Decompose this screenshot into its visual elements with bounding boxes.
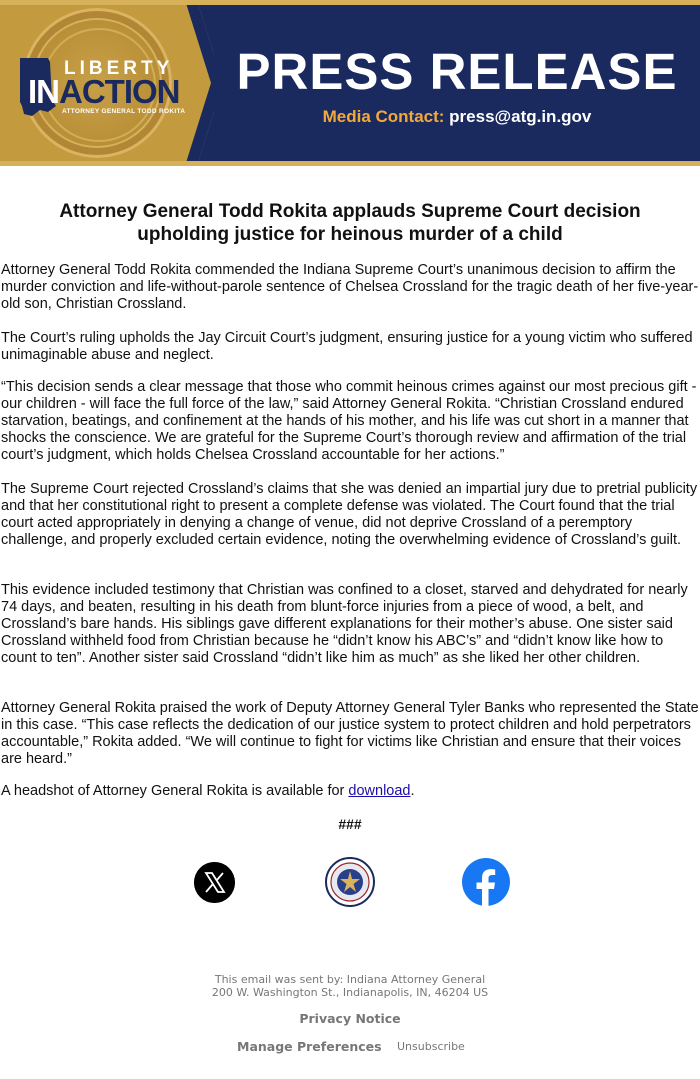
article-paragraph: Attorney General Todd Rokita commended the Indiana Supreme Court’s unanimous decision to affirm the murder conviction and life-without-parole sentence of Chelsea Crossland for the tragic death of her five-year-old son, Christian Crossland.	[1, 262, 699, 312]
manage-preferences-link[interactable]: Manage Preferences	[237, 1039, 382, 1054]
article-paragraph: The Court’s ruling upholds the Jay Circuit Court’s judgment, ensuring justice for a young victim who suffered unimaginable abuse and neglect.	[1, 330, 693, 363]
privacy-notice-link[interactable]: Privacy Notice	[299, 1011, 401, 1026]
article-paragraph: Attorney General Rokita praised the work of Deputy Attorney General Tyler Banks who represented the State in this case. “This case reflects the dedication of our justice system to protect children and hold perpetrators accountable,” Rokita added. “We will continue to fight for victims like Christian and ensure that their voices are heard.”	[1, 700, 699, 767]
press-release-banner	[0, 0, 700, 166]
press-release-title: PRESS RELEASE	[236, 43, 678, 100]
article-paragraph: This evidence included testimony that Christian was confined to a closet, starved and dehydrated for nearly 74 days, and beaten, resulting in his death from blunt-force injuries from a piece of wood, a belt, and Crossland’s bare hands. His siblings gave different explanations for their mother’s abuse. One sister said Crossland withheld food from Christian because he “didn’t know his ABC’s” and “didn’t know like how to count to ten”. Another sister said Crossland “didn’t like him as much” as she liked her other children.	[1, 582, 688, 666]
unsubscribe-link[interactable]: Unsubscribe	[397, 1040, 465, 1053]
media-contact-email: press@atg.in.gov	[449, 107, 592, 126]
footer-sent-by: This email was sent by: Indiana Attorney General	[214, 973, 486, 986]
end-of-release-mark: ###	[338, 816, 362, 832]
attorney-general-seal-icon[interactable]	[325, 857, 375, 907]
logo-subtitle: ATTORNEY GENERAL TODD ROKITA	[62, 108, 186, 115]
footer-address: 200 W. Washington St., Indianapolis, IN, 46204 US	[211, 986, 489, 999]
logo-liberty-text: LIBERTY	[64, 58, 174, 79]
headshot-paragraph: A headshot of Attorney General Rokita is available for download.	[1, 783, 415, 799]
media-contact	[214, 106, 700, 128]
download-link[interactable]: download	[348, 783, 411, 799]
article-headline: Attorney General Todd Rokita applauds Supreme Court decision upholding justice for heinous murder of a child	[59, 201, 641, 245]
article-paragraph: The Supreme Court rejected Crossland’s claims that she was denied an impartial jury due to pretrial publicity and that her constitutional right to present a complete defense was violated. The Court found that the trial court acted appropriately in denying a change of venue, did not deprive Crossland of a peremptory challenge, and properly excluded certain evidence, noting the overwhelming evidence of Crossland’s guilt.	[1, 481, 698, 548]
x-logo-icon[interactable]	[194, 862, 235, 903]
logo-inaction-text: INACTION	[28, 73, 180, 110]
facebook-logo-icon[interactable]	[462, 858, 510, 906]
article-paragraph: “This decision sends a clear message that those who commit heinous crimes against our most precious gift - our children - will face the full force of the law,” said Attorney General Rokita. “Christian Crossland endured starvation, beatings, and confinement at the hands of his mother, and his life was cut short in a manner that shocks the conscience. We are grateful for the Supreme Court’s thorough review and affirmation of the trial court’s judgment, which holds Chelsea Crossland accountable for her actions.”	[1, 379, 697, 463]
media-contact-label: Media Contact:	[322, 107, 445, 126]
